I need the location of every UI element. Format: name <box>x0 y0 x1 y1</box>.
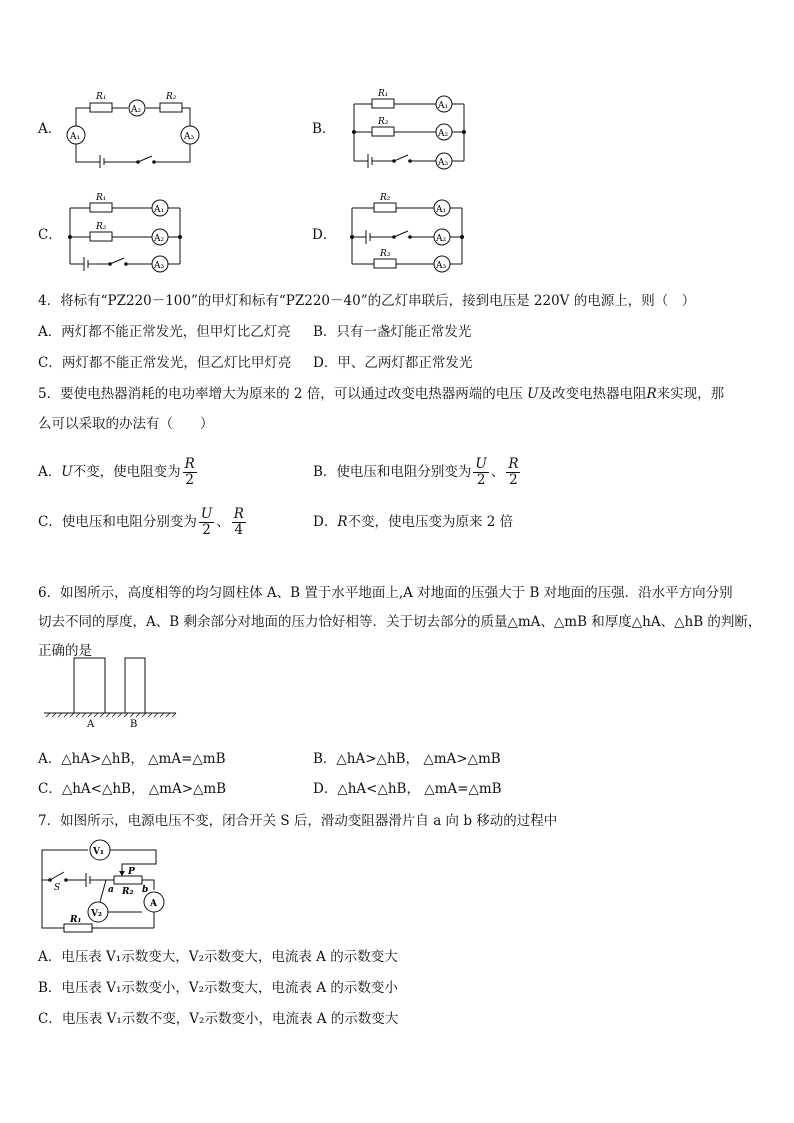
label-p: P <box>128 867 135 877</box>
label-a-end: a <box>108 885 114 895</box>
fraction-r-over-2: $\frac{R}{2}$ <box>184 456 195 488</box>
label-ammeter: A <box>150 899 157 909</box>
label-r2: R₂ <box>96 222 107 232</box>
label-switch-s: S <box>54 883 61 893</box>
cylinder-a-label: A <box>87 719 95 730</box>
label-a1: A₁ <box>438 101 449 111</box>
q5-stem-line2: 么可以采取的办法有（ ） <box>38 416 214 432</box>
cylinders-figure <box>44 654 180 730</box>
q6-stem-line3: 正确的是 <box>38 643 92 659</box>
q5-option-d: D．R不变，使电压变为原来 2 倍 <box>313 514 514 530</box>
circuit-d-figure <box>346 192 476 276</box>
circuit-a-figure <box>60 88 210 168</box>
label-a2: A₂ <box>436 234 447 244</box>
label-r3: R₃ <box>380 249 391 259</box>
label-a2: A₂ <box>131 105 142 115</box>
label-r1: R₁ <box>70 915 82 925</box>
q4-option-d: D．甲、乙两灯都正常发光 <box>313 355 473 371</box>
option-c-label: C． <box>38 227 62 243</box>
label-r1: R₁ <box>378 89 389 99</box>
label-b-end: b <box>142 885 149 895</box>
label-r2: R₂ <box>122 887 134 897</box>
q5-option-b: B．使电压和电阻分别变为 $\frac{U}{2}$ 、 $\frac{R}{2}$ <box>313 456 519 488</box>
circuit-b-figure <box>348 88 478 170</box>
q6-option-c: C．△hA<△hB， △mA>△mB <box>38 781 227 797</box>
label-v1: V₁ <box>93 847 104 857</box>
option-a-label: A． <box>38 121 62 137</box>
label-r2: R₂ <box>166 92 177 102</box>
q7-stem: 7．如图所示，电源电压不变，闭合开关 S 后，滑动变阻器滑片自 a 向 b 移动的过程中 <box>38 813 558 829</box>
label-r2: R₂ <box>380 193 391 203</box>
fraction-r-over-4: $\frac{R}{4}$ <box>233 506 244 538</box>
label-a2: A₂ <box>154 234 165 244</box>
label-a1: A₁ <box>436 205 447 215</box>
label-a3: A₃ <box>436 261 447 271</box>
q4-option-b: B．只有一盏灯能正常发光 <box>313 324 472 340</box>
q6-option-a: A．△hA>△hB， △mA=△mB <box>38 751 226 767</box>
label-r2: R₂ <box>378 117 389 127</box>
q6-option-d: D．△hA<△hB， △mA=△mB <box>313 781 502 797</box>
q5-option-c: C．使电压和电阻分别变为 $\frac{U}{2}$ 、 $\frac{R}{4}$ <box>38 506 244 538</box>
q4-stem: 4．将标有“PZ220－100”的甲灯和标有“PZ220－40”的乙灯串联后，接到电压是 220V 的电源上，则（ ） <box>38 293 696 309</box>
q7-option-a: A．电压表 V₁示数变大，V₂示数变大，电流表 A 的示数变大 <box>38 949 398 965</box>
q4-option-c: C．两灯都不能正常发光，但乙灯比甲灯亮 <box>38 355 292 371</box>
label-r1: R₁ <box>96 193 107 203</box>
label-a3: A₃ <box>184 132 195 142</box>
label-a1: A₁ <box>70 132 81 142</box>
label-a1: A₁ <box>154 205 165 215</box>
circuit-c-figure <box>64 192 194 276</box>
q7-option-b: B．电压表 V₁示数变小，V₂示数变大，电流表 A 的示数变小 <box>38 980 398 996</box>
option-d-label: D． <box>312 227 337 243</box>
label-a2: A₂ <box>438 129 449 139</box>
fraction-u-over-2: $\frac{U}{2}$ <box>200 506 213 538</box>
q7-option-c: C．电压表 V₁示数不变，V₂示数变小，电流表 A 的示数变大 <box>38 1011 399 1027</box>
q5-option-a: A．U不变，使电阻变为 $\frac{R}{2}$ <box>38 456 195 488</box>
label-a3: A₃ <box>438 158 449 168</box>
q7-circuit-figure <box>38 836 188 932</box>
q6-stem-line2: 切去不同的厚度，A、B 剩余部分对地面的压力恰好相等．关于切去部分的质量△mA、△mB 和厚度△hA、△hB 的判断， <box>38 614 762 630</box>
q5-stem-line1: 5．要使电热器消耗的电功率增大为原来的 2 倍，可以通过改变电热器两端的电压 U及改变电热器电阻R来实现，那 <box>38 386 725 402</box>
cylinder-b-label: B <box>130 719 138 730</box>
q6-option-b: B．△hA>△hB， △mA>△mB <box>313 751 501 767</box>
q6-stem-line1: 6．如图所示，高度相等的均匀圆柱体 A、B 置于水平地面上,A 对地面的压强大于 B 对地面的压强．沿水平方向分别 <box>38 585 733 601</box>
q4-option-a: A．两灯都不能正常发光，但甲灯比乙灯亮 <box>38 324 291 340</box>
option-b-label: B． <box>312 121 336 137</box>
fraction-r-over-2: $\frac{R}{2}$ <box>508 456 519 488</box>
label-a3: A₃ <box>154 261 165 271</box>
label-r1: R₁ <box>96 92 107 102</box>
fraction-u-over-2: $\frac{U}{2}$ <box>475 456 487 488</box>
label-v2: V₂ <box>91 909 102 919</box>
